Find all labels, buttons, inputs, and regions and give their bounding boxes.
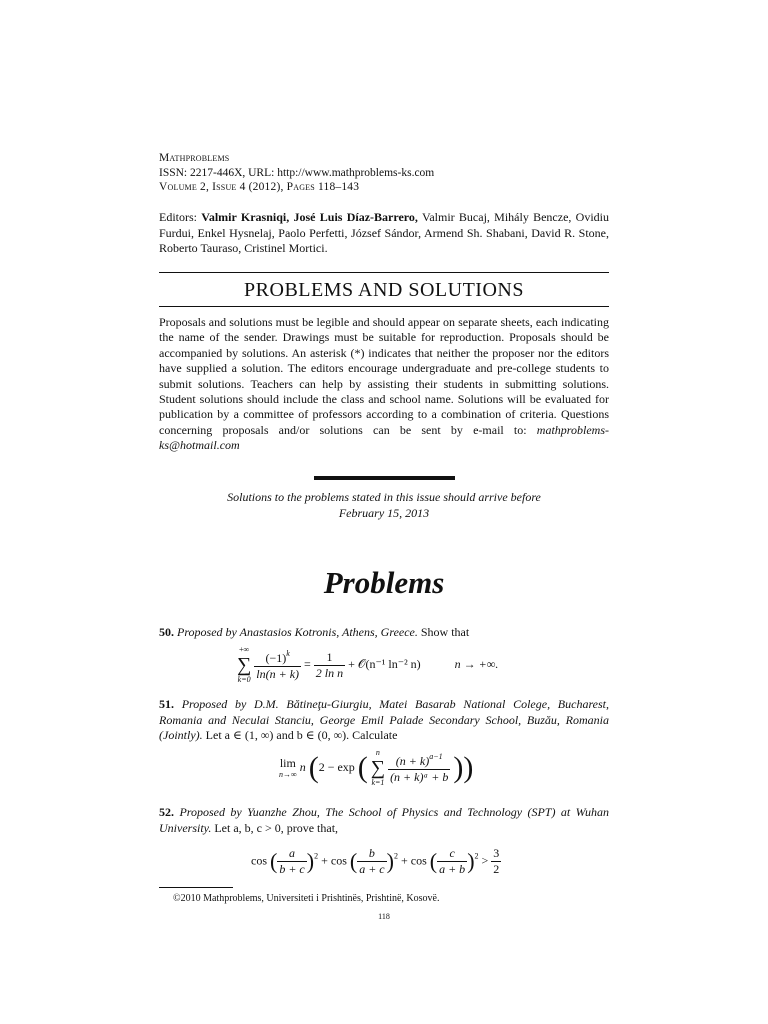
problem-proposer: Proposed by D.M. Bătineţu-Giurgiu, Matei Basarab National Colege, Bucharest, Romania and Neculai Stanciu, George Emil Palade Secondary School, Buzău, Romania (Jointly). (159, 697, 610, 743)
deadline-line-2: February 15, 2013 (338, 505, 430, 520)
problem-statement: Let a, b, c > 0, prove that, (214, 820, 339, 835)
problem-50 (159, 625, 609, 641)
problem-51 (159, 697, 609, 744)
problem-number: 52. (159, 805, 174, 819)
limit-operator: lim n→∞ (279, 756, 297, 779)
fraction: $\frac{(n + k)^{a-1}}{\text{(n + k)ᵃ + b}}$ (390, 751, 449, 784)
problem-statement: Show that (420, 625, 470, 639)
title-rule-top (159, 272, 609, 273)
volume-line: Volume 2, Issue 4 (2012), Pages 118–143 (159, 181, 360, 193)
copyright-footnote: ©2010 Mathproblems, Universiteti i Prishtinës, Prishtinë, Kosovë. (173, 893, 440, 904)
editors-block (159, 210, 609, 257)
fraction-2: $\frac{1}{\text{2 ln n}}$ (315, 649, 344, 680)
formula-51: lim n→∞ n (2 − exp ( n ∑ k=1 $\frac{(n + k)^{a-1}}{\text{(n + k)ᵃ + b}}$ )) (279, 748, 474, 787)
problem-statement: Let a ∈ (1, ∞) and b ∈ (0, ∞). Calculate (205, 728, 398, 743)
title-rule-bottom (159, 306, 609, 307)
journal-name: Mathproblems (159, 152, 230, 164)
separator-bar (314, 476, 455, 480)
problem-52 (159, 805, 609, 836)
editors-other-names: Valmir Bucaj, Mihály Bencze, Ovidiu Furdui, Enkel Hysnelaj, Paolo Perfetti, József Sándor, Armend Sh. Shabani, David R. Stone, Roberto Tauraso, Cristinel Mortici. (159, 210, 610, 255)
journal-header (159, 151, 434, 195)
issn-line: ISSN: 2217-446X, URL: http://www.mathproblems-ks.com (159, 166, 435, 179)
formula-52: cos ( $\frac{a}{b + c}$ )$^2$ + cos ( $\frac{b}{a + c}$ )$^2$ + cos ( $\frac{c}{a + b}$ )$^2$ > $\frac{3}{2}$ (251, 846, 500, 876)
editors-label: Editors: (159, 210, 197, 224)
deadline-note (159, 490, 609, 521)
intro-paragraph (159, 315, 609, 454)
contact-email[interactable]: mathproblems-ks@hotmail.com (159, 422, 609, 453)
problem-number: 51. (159, 697, 174, 711)
editors-bold-names: Valmir Krasniqi, José Luis Díaz-Barrero, (201, 210, 418, 224)
fraction-1: $\frac{(-1)^k}{\ln(n + k)}$ (256, 648, 300, 681)
problems-heading: Problems (323, 565, 445, 600)
intro-text: Proposals and solutions must be legible and should appear on separate sheets, each indicating the name of the sender. Drawings must be suitable for reproduction. Proposals should be accompanied by solutions. An asterisk (*) indicates that neither the proposer nor the editors have supplied a solution. The editors encourage undergraduate and pre-college students to submit solutions. Teachers can help by assisting their students in submitting solutions. Student solutions should include the class and school name. Solutions will be evaluated for publication by a committee of professors according to a combination of criteria. Questions concerning proposals and/or solutions can be sent by e-mail to: (159, 315, 609, 437)
problem-proposer: Proposed by Yuanzhe Zhou, The School of Physics and Technology (SPT) at Wuhan University. (159, 805, 609, 835)
footnote-rule (159, 887, 233, 888)
page-number: 118 (378, 912, 390, 921)
formula-50: +∞ ∑ k=0 $\frac{(-1)^k}{\ln(n + k)}$ = $\frac{1}{\text{2 ln n}}$ + 𝒪(n⁻¹ ln⁻² n) n → +∞. (237, 645, 499, 684)
sum-operator: n ∑ k=1 (370, 748, 386, 787)
deadline-line-1: Solutions to the problems stated in this issue should arrive before (227, 490, 541, 504)
problem-number: 50. (159, 625, 174, 639)
sum-operator: +∞ ∑ k=0 (237, 645, 252, 684)
problem-proposer: Proposed by Anastasios Kotronis, Athens, Greece. (177, 625, 418, 639)
section-title: PROBLEMS AND SOLUTIONS (244, 279, 524, 301)
